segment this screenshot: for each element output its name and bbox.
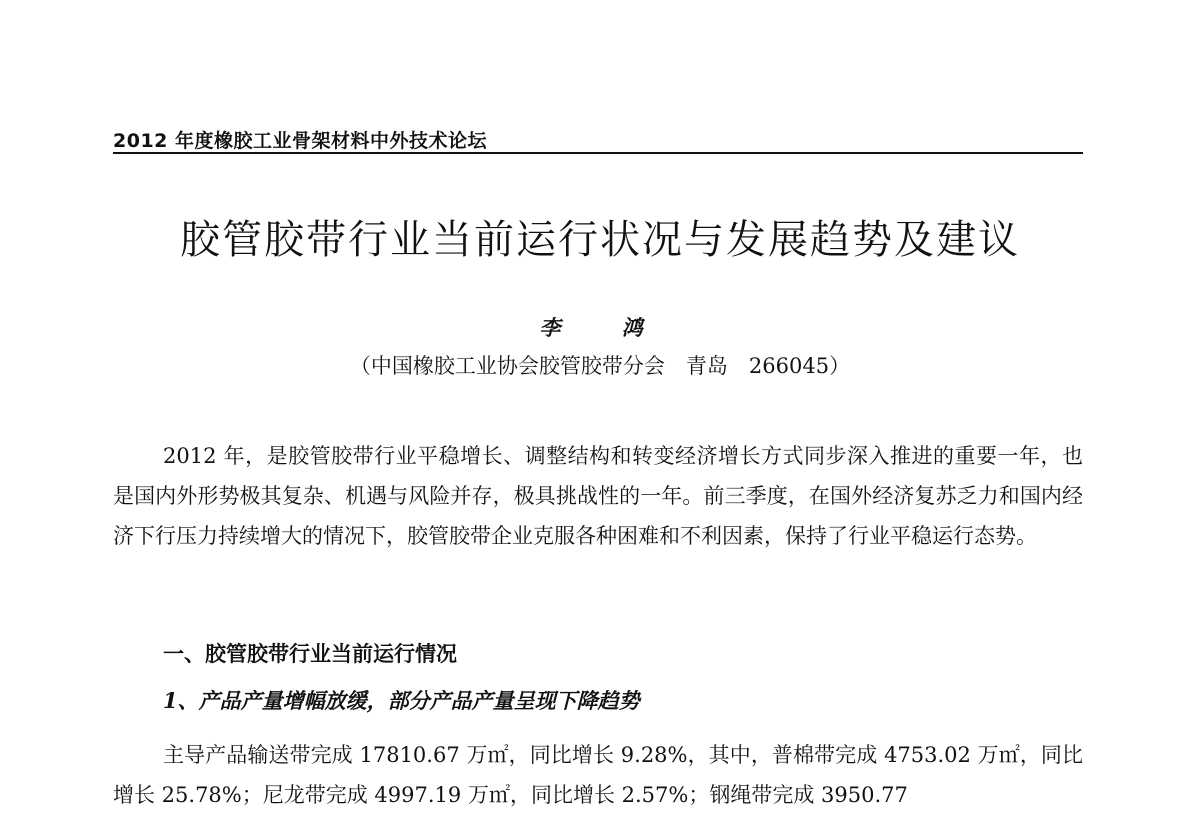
body-paragraph: 主导产品输送带完成 17810.67 万㎡，同比增长 9.28%，其中，普棉带完成 4753.02 万㎡，同比增长 25.78%；尼龙带完成 4997.19 万㎡，同比增长 2.57%；钢绳带完成 3950.77: [113, 743, 1083, 807]
subsection-heading: 1、产品产量增幅放缓，部分产品产量呈现下降趋势: [163, 688, 640, 713]
author-affiliation: （中国橡胶工业协会胶管胶带分会 青岛 266045）: [349, 354, 851, 378]
author-name: 李 鸿: [539, 315, 661, 340]
header-rule: [113, 152, 1083, 154]
running-header: 2012 年度橡胶工业骨架材料中外技术论坛: [113, 130, 487, 152]
article-title: 胶管胶带行业当前运行状况与发展趋势及建议: [180, 217, 1020, 263]
body-paragraph: 2012 年，是胶管胶带行业平稳增长、调整结构和转变经济增长方式同步深入推进的重要一年，也是国内外形势极其复杂、机遇与风险并存，极具挑战性的一年。前三季度，在国外经济复苏乏力和国内经济下行压力持续增大的情况下，胶管胶带企业克服各种困难和不利因素，保持了行业平稳运行态势。: [113, 444, 1083, 548]
section-heading: 一、胶管胶带行业当前运行情况: [163, 642, 457, 666]
